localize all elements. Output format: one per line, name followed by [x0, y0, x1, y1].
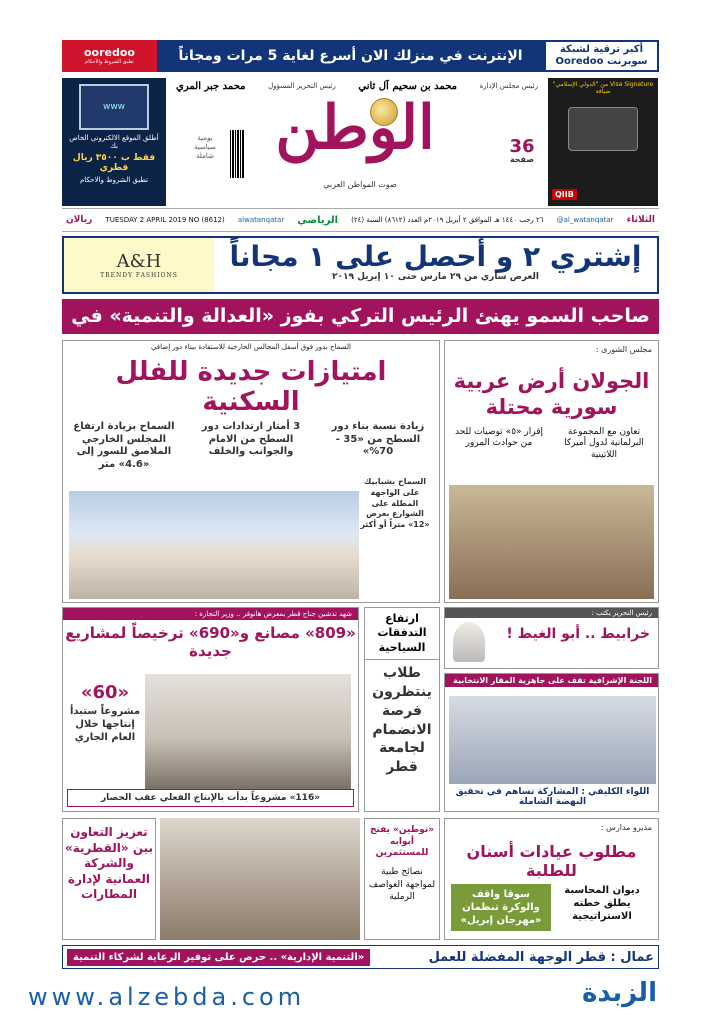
site-url[interactable]: www.alzebda.com	[28, 983, 306, 1011]
april-festival: سوقا واقف والوكرة تنظمان «مهرجان إبريل»	[451, 884, 551, 931]
story-title: الجولان أرض عربية سورية محتلة	[453, 369, 650, 420]
villas-photo	[69, 491, 359, 599]
bullet-1: تعاون مع المجموعة البرلمانية لدول أميركا اللاتينية	[564, 426, 644, 460]
lead-headline[interactable]: صاحب السمو يهنئ الرئيس التركي بفوز «العدالة والتنمية» في الانتخابات	[62, 299, 659, 334]
feature-3: السماح بزيادة ارتفاع المجلس الخارجي الملاصق للسور إلى «4.6» متر	[73, 421, 175, 470]
airports-photo	[160, 818, 360, 940]
health-tips: نصائح طبية لمواجهة العواصف الرملية	[368, 867, 436, 903]
daily-tag: يومية سياسية شاملة	[194, 134, 216, 161]
qiib-logo: QIIB	[552, 189, 577, 200]
price: ريالان	[66, 215, 93, 225]
editor-label: رئيس التحرير المسؤول	[268, 82, 336, 90]
editor-column[interactable]	[444, 607, 659, 669]
date-ar: ٢٦ رجب ١٤٤٠ هـ الموافق ٢ أبريل ٢٠١٩م العدد (٨٦١٢) السنة (٢٤)	[351, 216, 544, 224]
date-en: TUESDAY 2 APRIL 2019 NO (8612)	[105, 216, 225, 224]
expo-footnote: «116» مشروعاً بدأت بالإنتاج الفعلي عقب الحصار	[67, 789, 354, 807]
chairman-label: رئيس مجلس الإدارة	[479, 82, 538, 90]
ah-logo: A&H TRENDY FASHIONS	[64, 238, 214, 292]
ooredoo-logo: ooredoo تطبق الشروط والأحكام	[62, 40, 157, 72]
editor-header: رئيس التحرير يكتب :	[445, 608, 658, 618]
facebook-handle[interactable]: alwatanqatar	[237, 216, 285, 224]
credit-card-icon	[568, 107, 638, 151]
workers-headline: عمال : قطر الوجهة المفضلة للعمل	[428, 949, 654, 965]
twitter-handle[interactable]: @al_watanqatar	[556, 216, 614, 224]
elections-photo	[449, 696, 656, 784]
expo-stat: «60» مشروعاً ستبدأ إنتاجها خلال العام الجاري	[69, 682, 141, 743]
ad-line-1: أطلق الموقع الالكتروني الخاص بك	[69, 134, 159, 150]
audit-bureau: ديوان المحاسبة يطلق خطته الاستراتيجية	[564, 885, 640, 922]
airports-title: تعزيز التعاون بين «القطرية» والشركة العمانية لإدارة المطارات	[64, 825, 154, 902]
chairman-name: محمد بن سحيم آل ثاني	[358, 80, 458, 92]
story-label: مجلس الشورى :	[595, 345, 652, 354]
expo-photo	[145, 674, 351, 790]
villas-subhead: السماح بدور فوق أسفل المجالس الخارجية للاستفادة ببناء دور إضافي	[150, 343, 352, 351]
feature-1: زيادة نسبة بناء دور السطح من «35 - 70%»	[331, 421, 425, 457]
bullet-2: إقرار «٥» توصيات للحد من حوادث المرور	[454, 426, 544, 449]
ad-message: الإنترنت في منزلك الان أسرع لغاية 5 مرات ومجاناً	[178, 48, 523, 64]
fashion-promo[interactable]	[62, 236, 659, 294]
editor-name: محمد جبر المري	[176, 80, 246, 92]
expo-story[interactable]	[62, 607, 359, 812]
monitor-icon: www	[79, 84, 149, 130]
ad-price: فقط ب ٣٥٠٠ ريال قطري	[72, 153, 156, 173]
dental-label: مديرو مدارس :	[600, 823, 652, 832]
day-name: الثلاثاء	[626, 215, 655, 225]
airports-story[interactable]	[62, 818, 156, 940]
villas-title: امتيازات جديدة للفلل السكنية	[115, 357, 387, 417]
visa-ad-text: Visa Signature من "الدولي الإسلامي" ضيافة	[552, 81, 654, 95]
editor-title: خرابيط .. أبو الغيط !	[506, 626, 650, 642]
bottom-headlines[interactable]	[62, 945, 659, 969]
expo-title: «809» مصانع و«690» ترخيصاً لمشاريع جديدة	[65, 624, 356, 660]
expo-header: شهد تدشين جناح قطر بمعرض هانوفر .. وزير التجارة :	[63, 608, 358, 620]
barcode-icon	[230, 130, 244, 178]
feature-2: 3 أمتار ارتدادات دور السطح من الامام والجوانب والخلف	[201, 421, 301, 457]
elections-caption: اللواء الكليفي : المشاركة تساهم في تحقيق النهضة الشاملة	[455, 787, 650, 807]
tawteen-title: «توطين» يفتح أبوابه للمستثمرين	[369, 825, 435, 859]
page-count: 36 صفحة	[509, 136, 535, 164]
tawteen-story[interactable]	[364, 818, 440, 940]
slogan: صوت المواطن العربي	[323, 180, 397, 189]
admin-dev-headline: «التنمية الإدارية» .. حرص على توفير الرعاية لشركاء التنمية	[67, 949, 370, 966]
shura-photo	[449, 485, 654, 599]
top-ad-banner[interactable]	[62, 40, 659, 72]
elections-story[interactable]	[444, 673, 659, 812]
shura-story[interactable]	[444, 340, 659, 603]
info-bar	[62, 208, 659, 232]
newspaper-logo: الوطن	[275, 93, 435, 163]
villas-note: السماح بشبابيك على الواجهة المطلة على الشوارع بعرض «12» متراً أو أكثر	[360, 477, 430, 530]
qiib-ad[interactable]	[548, 78, 658, 206]
zebda-logo: الزبدة	[582, 978, 657, 1008]
section-label: الرياضي	[297, 214, 339, 226]
promo-text: إشتري ٢ و أحصل على ١ مجاناً العرض ساري من ٢٩ مارس حتى ١٠ إبريل ٢٠١٩	[229, 240, 642, 282]
elections-header: اللجنة الإشرافية تقف على جاهزية المقار الانتخابية	[445, 674, 658, 687]
ad-line-3: تطبق الشروط والاحكام	[79, 176, 149, 184]
villas-story[interactable]	[62, 340, 440, 603]
dental-story[interactable]	[444, 818, 659, 940]
tourism-head: ارتفاع التدفقات السياحية	[365, 612, 439, 660]
dental-title: مطلوب عيادات أسنان للطلبة	[466, 842, 637, 880]
author-avatar	[453, 622, 485, 662]
students-head: طلاب ينتظرون فرصة الانضمام لجامعة قطر	[372, 664, 432, 776]
website-ad[interactable]	[62, 78, 166, 206]
masthead	[170, 78, 544, 208]
ad-headline-right: أكبر ترقية لشبكة سوبرنت Ooredoo	[544, 40, 659, 72]
mid-column[interactable]	[364, 607, 440, 812]
